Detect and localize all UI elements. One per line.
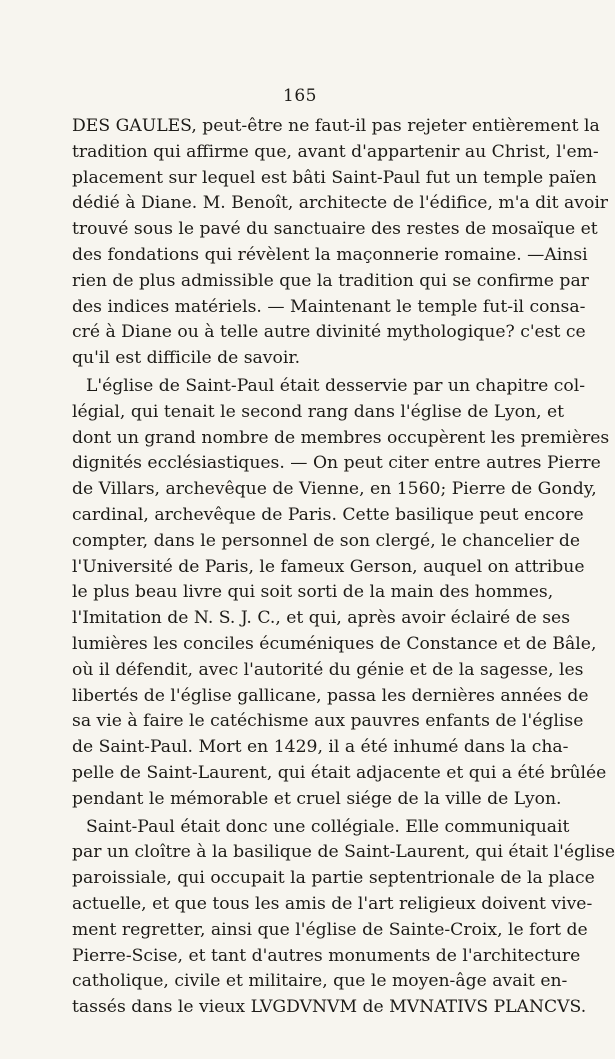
text-line: ment regretter, ainsi que l'église de Sainte-Croix, le fort de (72, 919, 588, 940)
text-line: dédié à Diane. M. Benoît, architecte de l'édifice, m'a dit avoir (72, 193, 609, 214)
text-line: des indices matériels. — Maintenant le temple fut-il consa- (72, 296, 586, 317)
text-line: actuelle, et que tous les amis de l'art religieux doivent vive- (72, 893, 593, 914)
paragraph (72, 114, 609, 372)
text-line: par un cloître à la basilique de Saint-Laurent, qui était l'église (72, 842, 615, 863)
text-line: lumières les conciles écuméniques de Constance et de Bâle, (72, 633, 597, 654)
text-line: L'église de Saint-Paul était desservie par un chapitre col- (86, 375, 586, 396)
text-line: cardinal, archevêque de Paris. Cette basilique peut encore (72, 504, 584, 525)
paragraph (72, 815, 615, 1021)
text-line: DES GAULES, peut-être ne faut-il pas rejeter entièrement la (72, 116, 600, 136)
text-line: de Saint-Paul. Mort en 1429, il a été inhumé dans la cha- (72, 737, 569, 758)
text-line: dignités ecclésiastiques. — On peut citer entre autres Pierre (72, 453, 601, 474)
text-line: rien de plus admissible que la tradition qui se confirme par (72, 270, 589, 291)
text-line: catholique, civile et militaire, que le moyen-âge avait en- (72, 971, 568, 992)
text-line: tassés dans le vieux LVGDVNVM de MVNATIVS PLANCVS. (72, 997, 587, 1018)
text-line: de Villars, archevêque de Vienne, en 1560; Pierre de Gondy, (72, 479, 597, 500)
page-number: 165 (283, 86, 317, 106)
text-line: le plus beau livre qui soit sorti de la main des hommes, (72, 582, 554, 603)
text-line: trouvé sous le pavé du sanctuaire des restes de mosaïque et (72, 219, 598, 240)
text-line: pelle de Saint-Laurent, qui était adjacente et qui a été brûlée (72, 762, 607, 783)
text-line: Saint-Paul était donc une collégiale. Elle communiquait (86, 816, 570, 837)
text-line: dont un grand nombre de membres occupèrent les premières (72, 427, 610, 448)
text-line: l'Université de Paris, le fameux Gerson, auquel on attribue (72, 556, 585, 577)
text-line: tradition qui affirme que, avant d'appartenir au Christ, l'em- (72, 141, 599, 162)
text-line: légial, qui tenait le second rang dans l'église de Lyon, et (72, 401, 565, 422)
text-line: placement sur lequel est bâti Saint-Paul fut un temple païen (72, 167, 597, 188)
text-line: compter, dans le personnel de son clergé, le chancelier de (72, 530, 581, 551)
text-line: cré à Diane ou à telle autre divinité mythologique? c'est ce (72, 322, 586, 343)
text-line: où il défendit, avec l'autorité du génie et de la sagesse, les (72, 659, 584, 680)
body-text (72, 114, 615, 1021)
text-line: des fondations qui révèlent la maçonnerie romaine. —Ainsi (72, 244, 588, 265)
text-line: l'Imitation de N. S. J. C., et qui, après avoir éclairé de ses (72, 608, 571, 629)
text-line: Pierre-Scise, et tant d'autres monuments de l'architecture (72, 945, 581, 966)
text-line: sa vie à faire le catéchisme aux pauvres enfants de l'église (72, 711, 584, 732)
text-line: pendant le mémorable et cruel siége de la ville de Lyon. (72, 788, 562, 809)
text-line: paroissiale, qui occupait la partie septentrionale de la place (72, 868, 595, 889)
text-line: qu'il est difficile de savoir. (72, 348, 301, 369)
paragraph (72, 374, 610, 813)
text-line: libertés de l'église gallicane, passa les dernières années de (72, 685, 589, 706)
